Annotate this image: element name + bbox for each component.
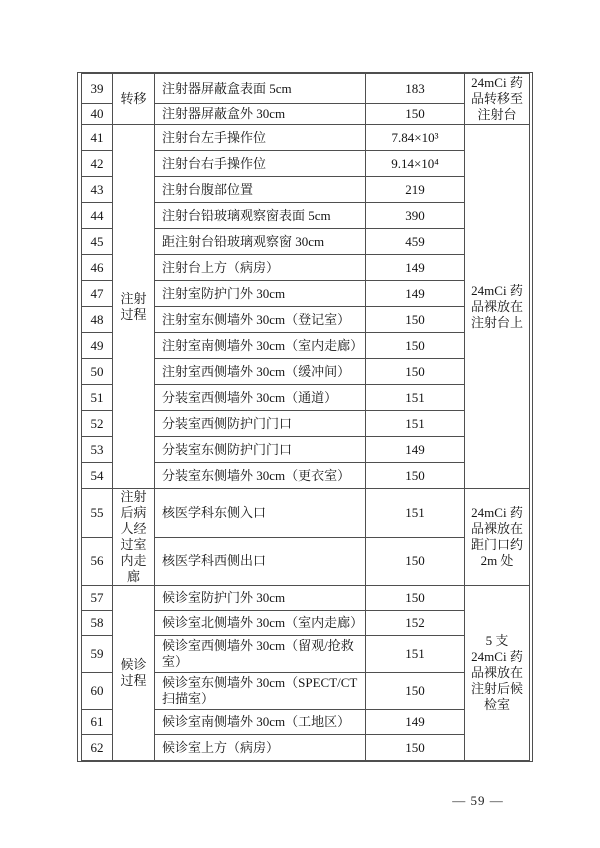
row-number-cell: 44: [82, 203, 113, 229]
description-cell: 注射室东侧墙外 30cm（登记室）: [155, 307, 366, 333]
description-cell: 分装室西侧墙外 30cm（通道）: [155, 385, 366, 411]
description-cell: 注射室防护门外 30cm: [155, 281, 366, 307]
row-number-cell: 59: [82, 636, 113, 673]
table-row: [82, 74, 530, 104]
value-cell: 9.14×10⁴: [366, 151, 465, 177]
row-number-cell: 60: [82, 673, 113, 710]
value-cell: 150: [366, 104, 465, 125]
value-cell: 152: [366, 611, 465, 636]
value-cell: 151: [366, 385, 465, 411]
table-row: [82, 125, 530, 151]
measurement-table: [81, 73, 530, 761]
description-cell: 候诊室上方（病房）: [155, 735, 366, 761]
note-cell: 24mCi 药品裸放在注射台上: [465, 125, 530, 489]
description-cell: 候诊室东侧墙外 30cm（SPECT/CT 扫描室）: [155, 673, 366, 710]
description-cell: 注射台左手操作位: [155, 125, 366, 151]
value-cell: 150: [366, 333, 465, 359]
value-cell: 150: [366, 307, 465, 333]
description-cell: 分装室东侧墙外 30cm（更衣室）: [155, 463, 366, 489]
value-cell: 183: [366, 74, 465, 104]
value-cell: 151: [366, 636, 465, 673]
value-cell: 150: [366, 673, 465, 710]
category-cell: 候诊过程: [113, 586, 155, 761]
row-number-cell: 48: [82, 307, 113, 333]
description-cell: 注射台上方（病房）: [155, 255, 366, 281]
note-cell: 5 支 24mCi 药品裸放在注射后候检室: [465, 586, 530, 761]
description-cell: 核医学科西侧出口: [155, 537, 366, 586]
value-cell: 151: [366, 411, 465, 437]
description-cell: 注射器屏蔽盒表面 5cm: [155, 74, 366, 104]
row-number-cell: 57: [82, 586, 113, 611]
note-cell: 24mCi 药品裸放在距门口约 2m 处: [465, 489, 530, 586]
value-cell: 150: [366, 537, 465, 586]
description-cell: 分装室西侧防护门门口: [155, 411, 366, 437]
value-cell: 150: [366, 359, 465, 385]
row-number-cell: 54: [82, 463, 113, 489]
description-cell: 注射台铅玻璃观察窗表面 5cm: [155, 203, 366, 229]
description-cell: 注射室南侧墙外 30cm（室内走廊）: [155, 333, 366, 359]
note-cell: 24mCi 药品转移至注射台: [465, 74, 530, 125]
measurement-table-frame: [77, 72, 533, 762]
row-number-cell: 50: [82, 359, 113, 385]
value-cell: 219: [366, 177, 465, 203]
table-row: [82, 586, 530, 611]
row-number-cell: 58: [82, 611, 113, 636]
row-number-cell: 40: [82, 104, 113, 125]
row-number-cell: 51: [82, 385, 113, 411]
value-cell: 150: [366, 586, 465, 611]
row-number-cell: 52: [82, 411, 113, 437]
table-row: [82, 489, 530, 538]
description-cell: 距注射台铅玻璃观察窗 30cm: [155, 229, 366, 255]
page-number: — 59 —: [452, 793, 504, 808]
row-number-cell: 53: [82, 437, 113, 463]
description-cell: 候诊室防护门外 30cm: [155, 586, 366, 611]
value-cell: 7.84×10³: [366, 125, 465, 151]
row-number-cell: 62: [82, 735, 113, 761]
description-cell: 核医学科东侧入口: [155, 489, 366, 538]
description-cell: 注射器屏蔽盒外 30cm: [155, 104, 366, 125]
row-number-cell: 45: [82, 229, 113, 255]
row-number-cell: 49: [82, 333, 113, 359]
row-number-cell: 42: [82, 151, 113, 177]
value-cell: 151: [366, 489, 465, 538]
value-cell: 149: [366, 437, 465, 463]
category-cell: 注射后病人经过室内走廊: [113, 489, 155, 586]
value-cell: 459: [366, 229, 465, 255]
value-cell: 149: [366, 710, 465, 735]
row-number-cell: 55: [82, 489, 113, 538]
description-cell: 注射台腹部位置: [155, 177, 366, 203]
description-cell: 注射室西侧墙外 30cm（缓冲间）: [155, 359, 366, 385]
value-cell: 390: [366, 203, 465, 229]
row-number-cell: 61: [82, 710, 113, 735]
value-cell: 149: [366, 255, 465, 281]
description-cell: 候诊室西侧墙外 30cm（留观/抢救室）: [155, 636, 366, 673]
value-cell: 150: [366, 735, 465, 761]
category-cell: 注射过程: [113, 125, 155, 489]
row-number-cell: 46: [82, 255, 113, 281]
row-number-cell: 39: [82, 74, 113, 104]
description-cell: 候诊室北侧墙外 30cm（室内走廊）: [155, 611, 366, 636]
category-cell: 转移: [113, 74, 155, 125]
description-cell: 候诊室南侧墙外 30cm（工地区）: [155, 710, 366, 735]
description-cell: 分装室东侧防护门门口: [155, 437, 366, 463]
description-cell: 注射台右手操作位: [155, 151, 366, 177]
value-cell: 150: [366, 463, 465, 489]
row-number-cell: 47: [82, 281, 113, 307]
value-cell: 149: [366, 281, 465, 307]
row-number-cell: 43: [82, 177, 113, 203]
row-number-cell: 41: [82, 125, 113, 151]
row-number-cell: 56: [82, 537, 113, 586]
